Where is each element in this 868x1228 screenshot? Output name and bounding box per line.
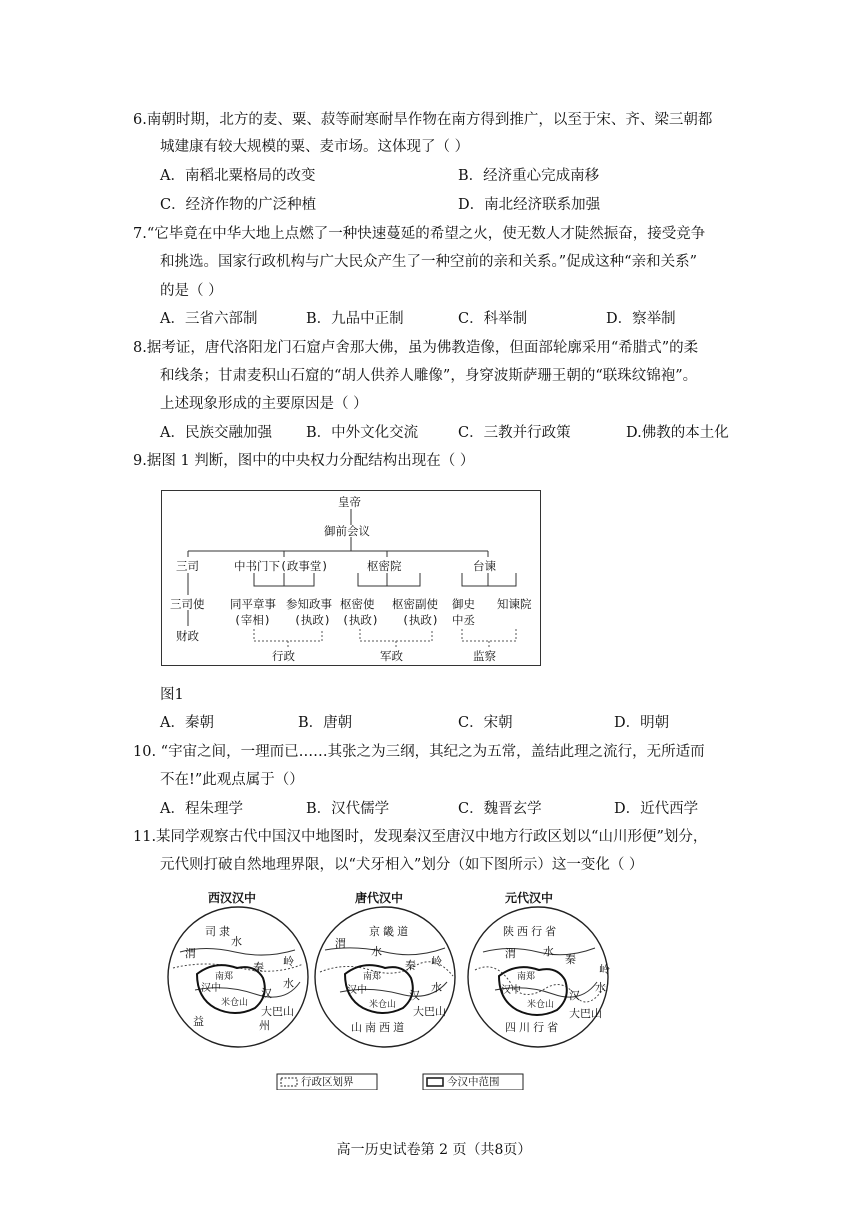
node-zhizheng3: (执政) bbox=[402, 613, 439, 627]
q7-option-d: D．察举制 bbox=[606, 311, 676, 327]
q9-figure-caption: 图1 bbox=[160, 687, 184, 703]
q9-option-d: D．明朝 bbox=[614, 715, 670, 731]
page-footer: 高一历史试卷第 2 页（共8页） bbox=[336, 1142, 532, 1158]
q6-option-d: D．南北经济联系加强 bbox=[458, 197, 601, 213]
map3-wei: 渭 bbox=[505, 948, 516, 960]
map3-nanzheng: 南郑 bbox=[517, 971, 536, 981]
q11-maps bbox=[165, 890, 625, 1090]
map2-nanzheng: 南郑 bbox=[363, 971, 382, 981]
node-tongping: 同平章事 bbox=[230, 597, 276, 611]
legend-admin-boundary: 行政区划界 bbox=[301, 1076, 354, 1088]
q8-line1: 8.据考证，唐代洛阳龙门石窟卢舍那大佛，虽为佛教造像，但面部轮廓采用“希腊式”的柔 bbox=[133, 340, 699, 356]
map3-han: 汉 bbox=[569, 990, 580, 1002]
q9-diagram bbox=[161, 490, 541, 666]
node-zaixiang: (宰相) bbox=[234, 613, 271, 627]
q7-option-c: C．科举制 bbox=[458, 311, 528, 327]
q10-option-a: A．程朱理学 bbox=[160, 801, 243, 817]
label-jiancha: 监察 bbox=[473, 649, 496, 663]
q10-line1: 10. “宇宙之间，一理而已……其张之为三纲，其纪之为五常，盖结此理之流行，无所适而 bbox=[133, 744, 705, 760]
node-shumifushi: 枢密副使 bbox=[392, 597, 438, 611]
q7-line1: 7.“它毕竟在中华大地上点燃了一种快速蔓延的希望之火，使无数人才陡然振奋，接受竞争 bbox=[133, 226, 706, 242]
map2-shui: 水 bbox=[371, 946, 382, 958]
q6-line2: 城建康有较大规模的粟、麦市场。这体现了（ ） bbox=[160, 139, 470, 155]
q11-line2: 元代则打破自然地理界限，以“犬牙相入”划分（如下图所示）这一变化（ ） bbox=[160, 857, 644, 873]
node-canzhi: 参知政事 bbox=[286, 597, 332, 611]
map2-hanzhong: 汉中 bbox=[347, 985, 367, 996]
q8-line2: 和线条；甘肃麦积山石窟的“胡人供养人雕像”，身穿波斯萨珊王朝的“联珠纹锦袍”。 bbox=[160, 368, 698, 384]
node-zhongshu: 中书门下(政事堂) bbox=[234, 559, 329, 573]
map2-wei: 渭 bbox=[335, 938, 346, 950]
map3-daba: 大巴山 bbox=[569, 1008, 602, 1020]
map2-bottom-region: 山 南 西 道 bbox=[351, 1022, 405, 1034]
map2-qin: 秦 bbox=[405, 960, 416, 972]
map3-micang: 米仓山 bbox=[527, 999, 555, 1009]
q8-option-c: C．三教并行政策 bbox=[458, 425, 571, 441]
q11-line1: 11.某同学观察古代中国汉中地图时，发现秦汉至唐汉中地方行政区划以“山川形便”划分， bbox=[133, 829, 708, 845]
node-yushi: 御史 bbox=[452, 597, 475, 611]
map3-qin: 秦 bbox=[565, 954, 576, 966]
node-council: 御前会议 bbox=[324, 524, 370, 538]
node-zhizheng2: (执政) bbox=[342, 613, 379, 627]
map1-wei: 渭 bbox=[185, 948, 196, 960]
q10-line2: 不在!”此观点属于（） bbox=[160, 772, 304, 788]
q7-line3: 的是（ ） bbox=[160, 283, 223, 299]
map2-daba: 大巴山 bbox=[413, 1006, 446, 1018]
q8-option-a: A．民族交融加强 bbox=[160, 425, 272, 441]
map1-title: 西汉汉中 bbox=[208, 891, 257, 905]
node-zhongcheng: 中丞 bbox=[452, 613, 475, 627]
q9-option-b: B．唐朝 bbox=[298, 715, 353, 731]
node-shumishi: 枢密使 bbox=[340, 597, 375, 611]
q10-option-b: B．汉代儒学 bbox=[306, 801, 390, 817]
label-xingzheng: 行政 bbox=[272, 649, 295, 663]
map1-micang: 米仓山 bbox=[221, 997, 249, 1007]
map1-bottom-region: 益 bbox=[193, 1016, 204, 1028]
q6-option-b: B．经济重心完成南移 bbox=[458, 168, 600, 184]
q10-option-c: C．魏晋玄学 bbox=[458, 801, 542, 817]
label-junzheng: 军政 bbox=[380, 649, 403, 663]
map1-qin: 秦 bbox=[253, 962, 264, 974]
map2-han: 汉 bbox=[409, 990, 420, 1002]
q8-option-d: D.佛教的本土化 bbox=[626, 425, 729, 441]
node-sansi: 三司 bbox=[176, 559, 199, 573]
node-taijian: 台谏 bbox=[473, 559, 496, 573]
map1-ling: 岭 bbox=[283, 956, 294, 968]
node-sansishi: 三司使 bbox=[170, 597, 205, 611]
q7-option-a: A．三省六部制 bbox=[160, 311, 258, 327]
map1-shui: 水 bbox=[231, 936, 242, 948]
q7-line2: 和挑选。国家行政机构与广大民众产生了一种空前的亲和关系。”促成这种“亲和关系” bbox=[160, 254, 697, 270]
map2-micang: 米仓山 bbox=[369, 999, 397, 1009]
map3-bottom-region: 四 川 行 省 bbox=[505, 1022, 559, 1034]
q10-option-d: D．近代西学 bbox=[614, 801, 699, 817]
q8-option-b: B．中外文化交流 bbox=[306, 425, 419, 441]
map1-nanzheng: 南郑 bbox=[215, 971, 234, 981]
map3-ling: 岭 bbox=[599, 964, 610, 976]
map2-title: 唐代汉中 bbox=[355, 891, 404, 905]
map2-shui2: 水 bbox=[431, 982, 442, 994]
q6-option-a: A．南稻北粟格局的改变 bbox=[160, 168, 316, 184]
map3-hanzhong: 汉中 bbox=[501, 985, 521, 996]
map3-shui: 水 bbox=[543, 946, 554, 958]
legend-hanzhong-range: 今汉中范围 bbox=[447, 1076, 500, 1088]
q9-line1: 9.据图 1 判断，图中的中央权力分配结构出现在（ ） bbox=[133, 453, 475, 469]
map1-top-region: 司 隶 bbox=[205, 926, 231, 938]
map1-han: 汉 bbox=[261, 988, 272, 1000]
map1-bottom-region-2: 州 bbox=[259, 1020, 270, 1032]
q7-option-b: B．九品中正制 bbox=[306, 311, 404, 327]
q6-line1: 6.南朝时期，北方的麦、粟、菽等耐寒耐旱作物在南方得到推广，以至于宋、齐、梁三朝都 bbox=[133, 112, 713, 128]
node-shumi: 枢密院 bbox=[367, 559, 402, 573]
map3-top-region: 陕 西 行 省 bbox=[503, 926, 557, 938]
map2-top-region: 京 畿 道 bbox=[369, 926, 409, 938]
map2-ling: 岭 bbox=[431, 956, 442, 968]
q6-option-c: C．经济作物的广泛种植 bbox=[160, 197, 317, 213]
node-caizheng: 财政 bbox=[176, 629, 199, 643]
q9-option-a: A．秦朝 bbox=[160, 715, 214, 731]
map3-title: 元代汉中 bbox=[505, 891, 554, 905]
map3-shui2: 水 bbox=[595, 982, 606, 994]
node-emperor: 皇帝 bbox=[338, 495, 361, 509]
q8-line3: 上述现象形成的主要原因是（ ） bbox=[160, 396, 368, 412]
map1-shui2: 水 bbox=[283, 978, 294, 990]
map1-hanzhong: 汉中 bbox=[201, 983, 221, 994]
q9-option-c: C．宋朝 bbox=[458, 715, 513, 731]
node-zhijian: 知谏院 bbox=[497, 597, 532, 611]
node-zhizheng1: (执政) bbox=[294, 613, 331, 627]
map1-daba: 大巴山 bbox=[261, 1006, 294, 1018]
